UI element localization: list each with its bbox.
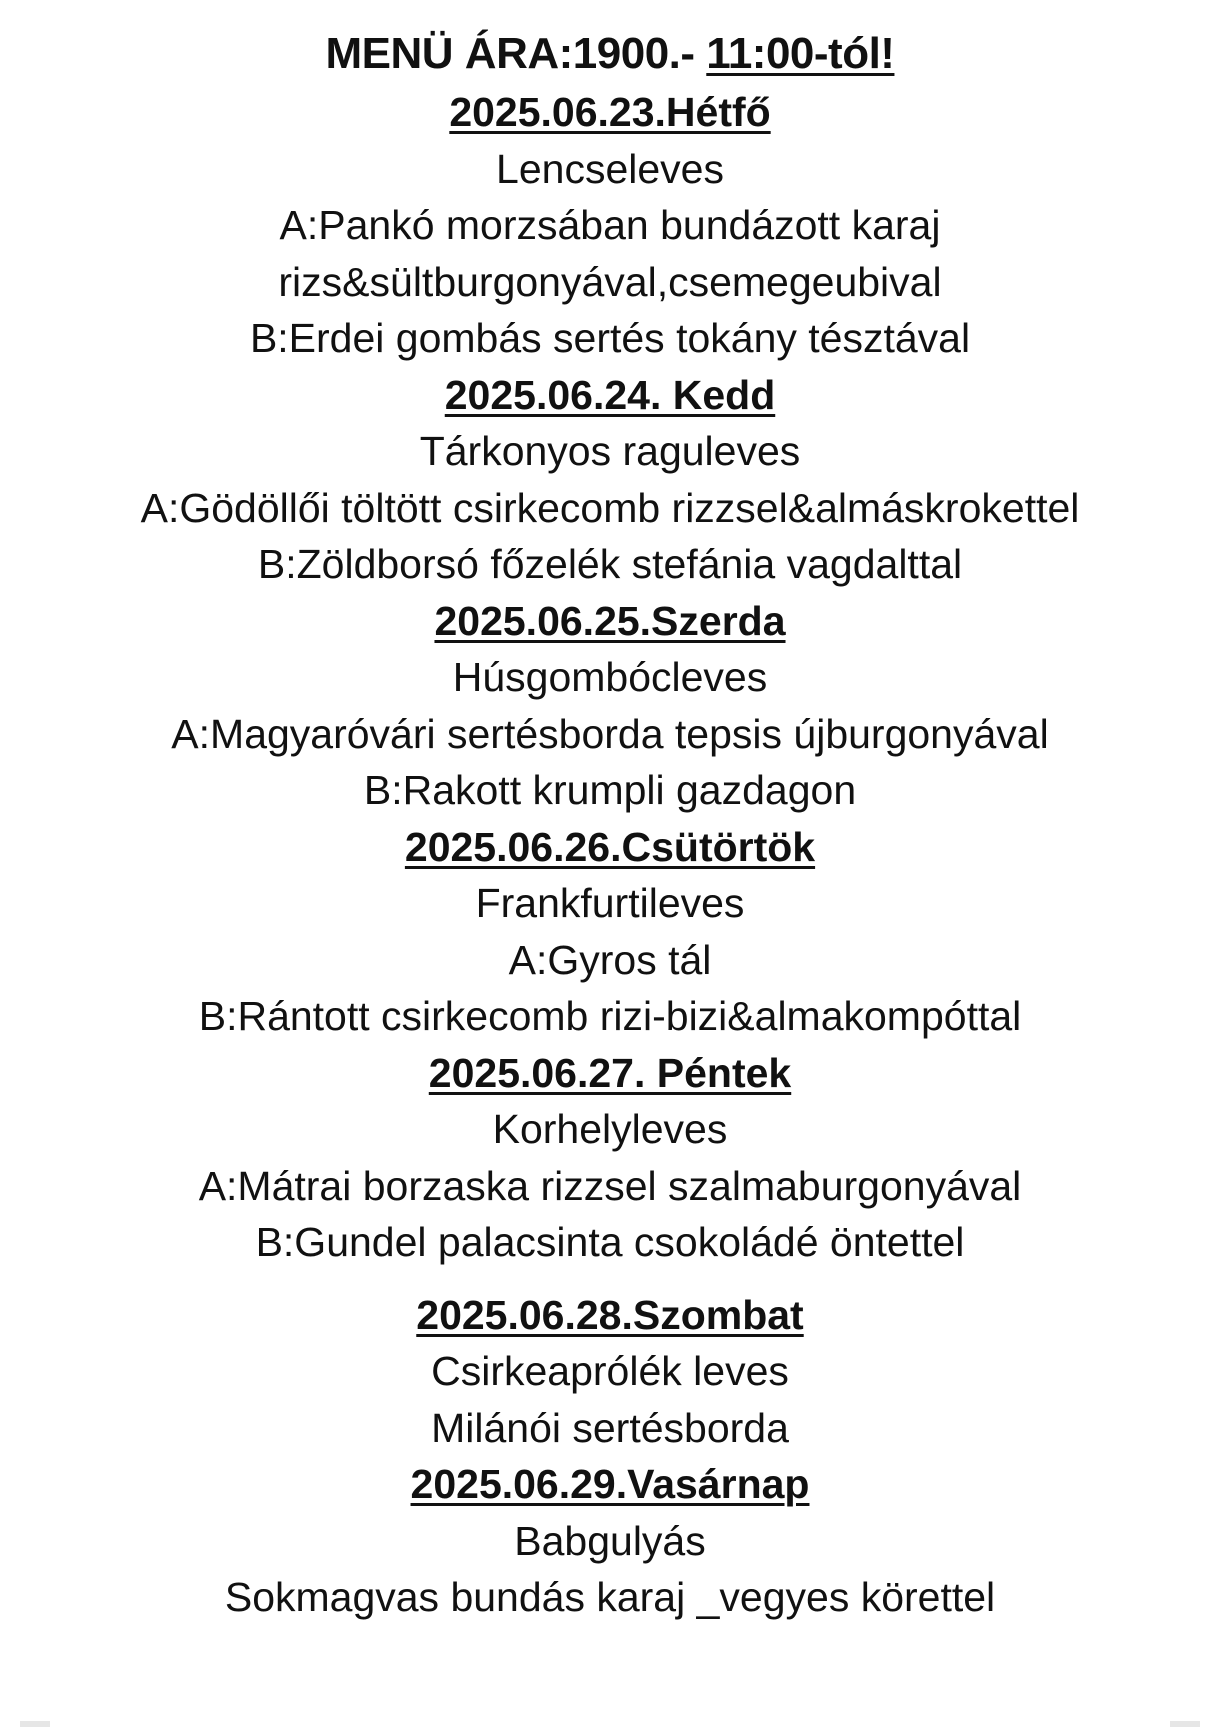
menu-title [0, 26, 1220, 84]
day-date: 2025.06.27. Péntek [428, 1049, 792, 1096]
day-block-sunday [0, 1456, 1220, 1626]
day-block-tuesday [0, 367, 1220, 593]
menu-item: A:Gödöllői töltött csirkecomb rizzsel&almáskrokettel [140, 484, 1080, 531]
menu-item: A:Gyros tál [508, 936, 712, 983]
menu-item: B:Rántott csirkecomb rizi-bizi&almakompóttal [198, 993, 1022, 1039]
menu-item: rizs&sültburgonyával,csemegeubival [278, 258, 942, 305]
spacer [0, 1271, 1220, 1287]
day-block-monday [0, 84, 1220, 367]
day-block-thursday [0, 819, 1220, 1045]
menu-item: B:Rakott krumpli gazdagon [363, 767, 857, 813]
menu-item-soup: Tárkonyos raguleves [419, 428, 801, 474]
menu-item: B:Zöldborsó főzelék stefánia vagdalttal [257, 541, 963, 587]
day-date: 2025.06.23.Hétfő [449, 89, 771, 135]
day-block-saturday [0, 1287, 1220, 1457]
menu-price: MENÜ ÁRA:1900.- [325, 29, 707, 78]
day-date: 2025.06.26.Csütörtök [404, 823, 816, 870]
menu-item-soup: Húsgombócleves [452, 654, 768, 700]
menu-item: B:Gundel palacsinta csokoládé öntettel [255, 1219, 965, 1265]
menu-item: Milánói sertésborda [431, 1404, 789, 1451]
menu-item-soup: Frankfurtileves [475, 880, 745, 926]
menu-item-soup: Csirkeaprólék leves [431, 1348, 789, 1394]
menu-item: B:Erdei gombás sertés tokány tésztával [249, 315, 971, 361]
page-corner-left [20, 1721, 50, 1727]
menu-item: A:Magyaróvári sertésborda tepsis újburgonyával [171, 710, 1049, 757]
menu-item-soup: Lencseleves [496, 145, 724, 192]
menu-start-time: 11:00-tól! [706, 29, 895, 78]
menu-item: Sokmagvas bundás karaj _vegyes körettel [224, 1574, 996, 1620]
menu-item-soup: Korhelyleves [492, 1106, 728, 1152]
menu-item: A:Mátrai borzaska rizzsel szalmaburgonyával [198, 1162, 1022, 1209]
menu-item: A:Pankó morzsában bundázott karaj [279, 202, 941, 248]
day-date: 2025.06.25.Szerda [434, 597, 786, 644]
day-block-wednesday [0, 593, 1220, 819]
day-date: 2025.06.29.Vasárnap [410, 1461, 810, 1507]
menu-document [0, 26, 1220, 1626]
page-corner-right [1170, 1721, 1200, 1727]
menu-item-soup: Babgulyás [514, 1517, 706, 1564]
day-date: 2025.06.24. Kedd [444, 371, 776, 418]
day-block-friday [0, 1045, 1220, 1271]
day-date: 2025.06.28.Szombat [416, 1291, 804, 1338]
